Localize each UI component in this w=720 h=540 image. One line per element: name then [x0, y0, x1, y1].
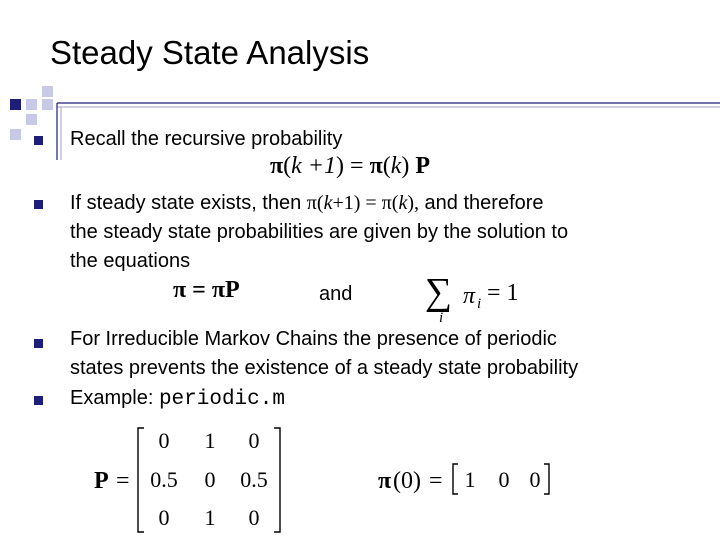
left-bracket	[138, 428, 144, 532]
bullet-2-line-2: the steady state probabilities are given by the solution to	[70, 221, 569, 243]
bullet-2-suffix: and therefore	[419, 192, 544, 214]
initial-distribution-equation	[378, 458, 558, 498]
pi-symbol: π	[369, 153, 383, 179]
pi-paren: π(	[306, 192, 324, 214]
equation-recursive	[270, 153, 430, 180]
matrix-cell: 0.5	[150, 467, 178, 492]
bullet-3-line-2: states prevents the existence of a steady state probability	[70, 357, 579, 379]
slide-title: Steady State Analysis	[50, 34, 370, 71]
bullet-steady-state	[70, 189, 568, 276]
k-var: k	[398, 192, 408, 214]
bullet-marker	[34, 396, 43, 405]
pi-i-term: π	[463, 283, 476, 309]
bullet-2-prefix: If steady state exists, then	[70, 192, 307, 214]
open-paren: (	[382, 153, 391, 179]
left-bracket	[453, 464, 458, 494]
example-label: Example:	[70, 387, 159, 409]
matrix-cell: 0.5	[240, 467, 268, 492]
matrix-cell: 0	[158, 505, 170, 530]
matrix-cell: 0	[248, 505, 260, 530]
matrix-p-equation	[92, 424, 292, 536]
bullet-recall: Recall the recursive probability	[70, 128, 343, 150]
matrix-p: P	[415, 153, 431, 179]
matrix-cell: 1	[204, 505, 216, 530]
zero-argument: (0)	[393, 468, 421, 494]
equation-sum-pi-equals-one	[425, 270, 535, 325]
right-bracket	[274, 428, 280, 532]
matrix-cell: 0	[158, 428, 170, 453]
sum-index-i: i	[439, 310, 444, 326]
initial-value: 0	[498, 467, 510, 492]
bullet-marker	[34, 200, 43, 209]
equation-pi-eq-pi-p: π = πP	[173, 277, 240, 303]
bullet-marker	[34, 136, 43, 145]
bullet-2-line-3: the equations	[70, 250, 191, 272]
close-paren: ),	[407, 192, 419, 214]
matrix-name-p: P	[94, 468, 109, 494]
pi-symbol: π	[270, 153, 284, 179]
sigma-symbol: ∑	[425, 271, 453, 313]
initial-equals: =	[429, 468, 443, 494]
matrix-equals: =	[116, 468, 130, 494]
bullet-3-line-1: For Irreducible Markov Chains the presence of periodic	[70, 328, 557, 350]
equals-one: = 1	[487, 280, 519, 306]
bullet-marker	[34, 339, 43, 348]
right-bracket	[544, 464, 549, 494]
initial-value: 1	[464, 467, 476, 492]
initial-value: 0	[529, 467, 541, 492]
close-paren: )	[336, 153, 345, 179]
close-paren: )	[401, 153, 410, 179]
matrix-cell: 0	[248, 428, 260, 453]
equals-sign: =	[350, 153, 364, 179]
example-filename: periodic.m	[158, 388, 285, 411]
open-paren: (	[283, 153, 292, 179]
k-arg: k	[390, 153, 402, 179]
plus-one-eq: +1) = π(	[332, 192, 399, 214]
matrix-cell: 0	[204, 467, 216, 492]
matrix-cell: 1	[204, 428, 216, 453]
subscript-i: i	[477, 296, 482, 312]
bullet-irreducible	[70, 325, 578, 383]
bullet-example	[70, 384, 285, 414]
and-connector: and	[319, 283, 353, 305]
pi-symbol: π	[378, 468, 392, 494]
k-var: k	[323, 192, 333, 214]
k-plus-one: k +1	[291, 153, 337, 179]
